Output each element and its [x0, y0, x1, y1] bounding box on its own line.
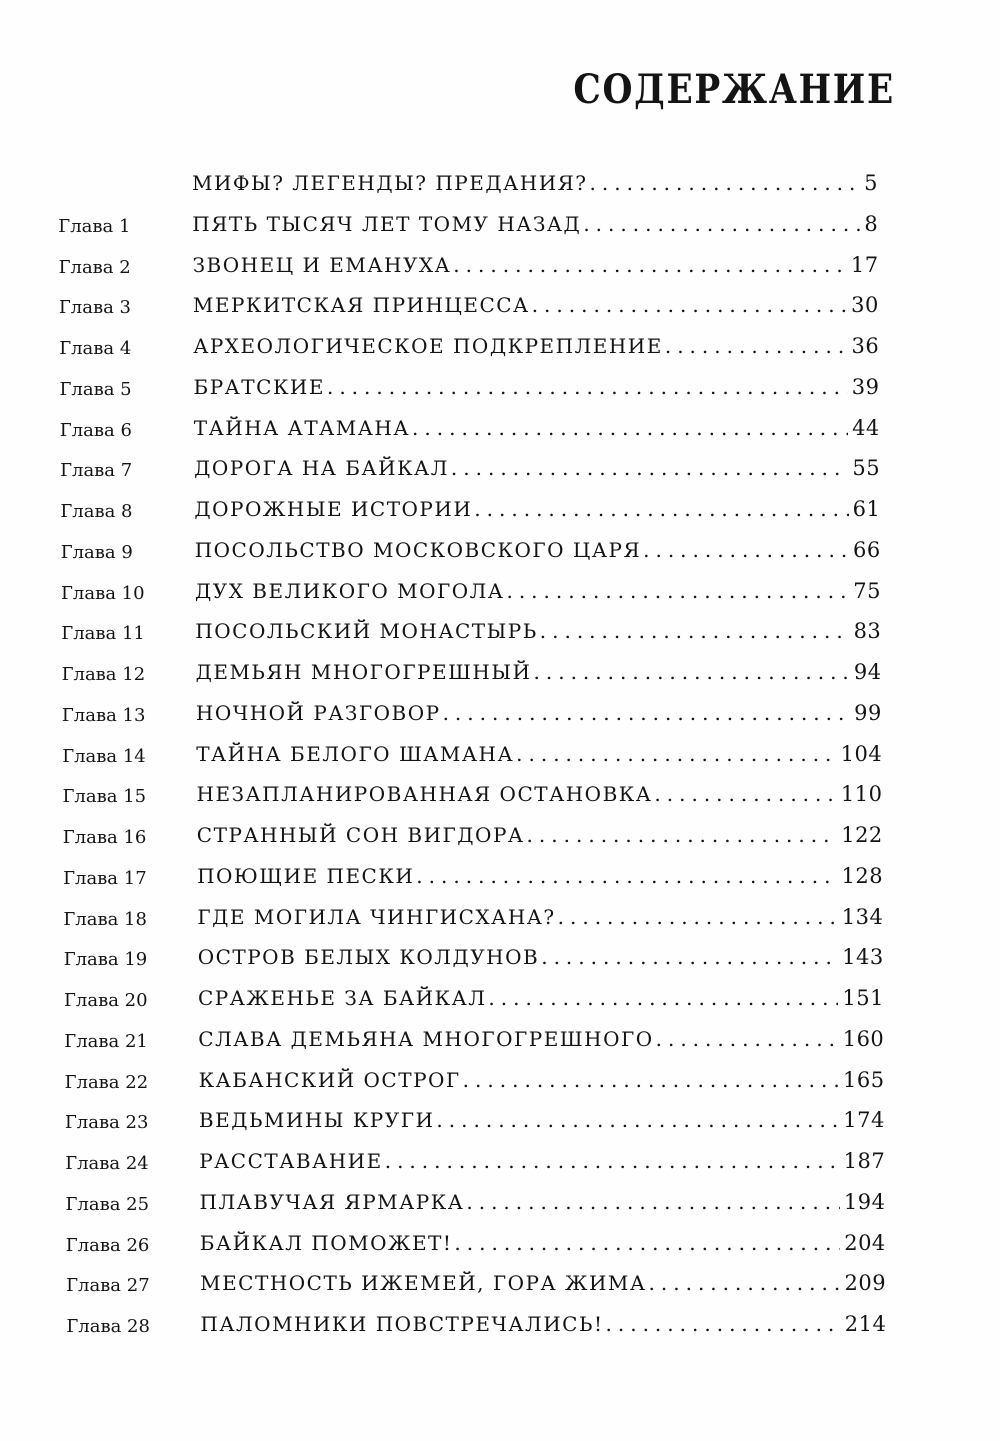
toc-entry-line [198, 1022, 884, 1056]
page-number: 39 [851, 374, 880, 399]
chapter-label: Глава 13 [61, 704, 146, 726]
chapter-label: Глава 23 [64, 1112, 149, 1134]
chapter-label: Глава 7 [60, 460, 133, 482]
chapter-title: ТАЙНА БЕЛОГО ШАМАНА [196, 741, 515, 766]
toc-entry-line [192, 207, 878, 241]
page-number: 55 [852, 456, 881, 481]
dot-leader [649, 1266, 841, 1300]
toc-entry [60, 451, 880, 487]
dot-leader [532, 288, 847, 322]
dot-leader [463, 1063, 839, 1097]
toc-entry-line [192, 166, 878, 200]
toc-entry-line [195, 574, 881, 608]
chapter-label: Глава 20 [64, 990, 148, 1011]
toc-entry [58, 166, 878, 202]
chapter-label: Глава 22 [64, 1071, 149, 1093]
chapter-title: ОСТРОВ БЕЛЫХ КОЛДУНОВ [197, 945, 540, 970]
page-number: 110 [840, 782, 883, 807]
page-number: 134 [841, 904, 884, 929]
toc-entry [60, 492, 880, 528]
chapter-label: Глава 27 [66, 1275, 150, 1297]
chapter-title: ВЕДЬМИНЫ КРУГИ [198, 1108, 435, 1133]
page-number: 44 [852, 415, 880, 440]
toc-entry-line [197, 900, 883, 934]
toc-entry-line [193, 248, 879, 282]
toc-entry-line [193, 329, 879, 363]
toc-entry [66, 1307, 886, 1343]
toc-entry-line [200, 1266, 886, 1300]
dot-leader [466, 1185, 840, 1219]
toc-entry-line [197, 818, 883, 852]
toc-entry [63, 818, 883, 854]
chapter-title: ПЯТЬ ТЫСЯЧ ЛЕТ ТОМУ НАЗАД [192, 211, 582, 236]
chapter-title: БРАТСКИЕ [193, 374, 325, 399]
chapter-label: Глава 28 [66, 1316, 150, 1337]
chapter-label: Глава 6 [59, 419, 132, 441]
chapter-title: РАССТАВАНИЕ [199, 1149, 383, 1173]
dot-leader [654, 777, 837, 811]
page-number: 99 [854, 700, 882, 725]
chapter-label: Глава 14 [62, 745, 146, 767]
toc-entry [59, 248, 879, 284]
chapter-title: БАЙКАЛ ПОМОЖЕТ! [199, 1230, 453, 1255]
chapter-label: Глава 3 [58, 297, 132, 319]
dot-leader [474, 492, 848, 526]
chapter-title: КАБАНСКИЙ ОСТРОГ [198, 1067, 461, 1092]
toc-entry [62, 737, 882, 773]
toc-entry [59, 329, 879, 365]
toc-entry-line [194, 411, 880, 445]
dot-leader [412, 411, 848, 445]
toc-entry [64, 981, 884, 1017]
toc-entry [61, 533, 881, 569]
toc-entry-line [200, 1307, 886, 1341]
page-number: 204 [844, 1230, 886, 1255]
dot-leader [534, 655, 850, 689]
toc-entry-line [196, 696, 882, 730]
toc-entry-line [198, 981, 884, 1015]
page-number: 214 [844, 1312, 887, 1336]
page-number: 94 [853, 660, 882, 684]
chapter-title: ПАЛОМНИКИ ПОВСТРЕЧАЛИСЬ! [200, 1312, 604, 1336]
chapter-label: Глава 11 [61, 623, 145, 645]
dot-leader [583, 207, 860, 241]
dot-leader [436, 1103, 839, 1137]
dot-leader [453, 248, 847, 282]
dot-leader [516, 737, 836, 771]
toc-entry-line [195, 533, 881, 567]
chapter-title: ДУХ ВЕЛИКОГО МОГОЛА [195, 578, 505, 603]
toc-entry [64, 1022, 884, 1058]
chapter-title: ПОСОЛЬСТВО МОСКОВСКОГО ЦАРЯ [194, 537, 642, 562]
dot-leader [527, 818, 838, 852]
dot-leader [656, 1022, 839, 1056]
dot-leader [665, 329, 848, 363]
dot-leader [506, 574, 849, 608]
chapter-label: Глава 21 [64, 1030, 148, 1052]
dot-leader [327, 370, 848, 404]
toc-entry-line [194, 492, 880, 526]
toc-entry-line [200, 1185, 886, 1219]
page-number: 151 [842, 986, 884, 1010]
dot-leader [385, 1144, 840, 1178]
page-number: 209 [844, 1271, 887, 1296]
chapter-label: Глава 2 [58, 256, 131, 278]
toc-entry [60, 411, 880, 447]
page-title: СОДЕРЖАНИЕ [573, 66, 895, 113]
dot-leader [590, 166, 861, 200]
chapter-title: МЕРКИТСКАЯ ПРИНЦЕССА [192, 293, 530, 318]
chapter-label: Глава 17 [63, 867, 147, 889]
chapter-title: СРАЖЕНЬЕ ЗА БАЙКАЛ [198, 986, 487, 1010]
chapter-label: Глава 26 [65, 1234, 150, 1256]
toc-entry [62, 655, 882, 691]
page-number: 83 [853, 619, 882, 644]
toc-entry-line [194, 451, 880, 485]
chapter-title: НОЧНОЙ РАЗГОВОР [195, 700, 441, 725]
page-number: 17 [850, 252, 879, 277]
toc-entry [66, 1185, 886, 1221]
toc-entry [61, 574, 881, 610]
toc-entry-line [193, 288, 879, 322]
page-number: 165 [843, 1067, 885, 1092]
chapter-title: АРХЕОЛОГИЧЕСКОЕ ПОДКРЕПЛЕНИЕ [193, 334, 663, 358]
toc-entry-line [194, 370, 880, 404]
chapter-title: ДОРОЖНЫЕ ИСТОРИИ [194, 497, 473, 521]
page-number: 8 [864, 211, 879, 236]
page-number: 75 [853, 578, 881, 603]
chapter-label: Глава 15 [62, 786, 147, 808]
toc-entry-line [195, 614, 881, 648]
toc-entry-line [197, 777, 883, 811]
toc-entry-line [199, 1063, 885, 1097]
page-number: 104 [840, 741, 883, 766]
toc-entry [59, 288, 879, 324]
page-number: 66 [852, 537, 881, 562]
toc-entry [65, 1063, 885, 1099]
page-number: 174 [843, 1108, 885, 1133]
toc-entry-line [199, 1144, 885, 1178]
toc-entry-line [196, 655, 882, 689]
chapter-label: Глава 24 [65, 1153, 149, 1174]
chapter-label: Глава 5 [59, 378, 132, 400]
page-number: 194 [843, 1189, 886, 1214]
page-number: 143 [842, 945, 884, 970]
page-number: 5 [864, 171, 878, 195]
chapter-title: ДОРОГА НА БАЙКАЛ [194, 456, 449, 481]
chapter-label: Глава 16 [62, 827, 147, 848]
page-number: 187 [843, 1149, 886, 1173]
page-number: 160 [842, 1026, 885, 1051]
chapter-title: МИФЫ? ЛЕГЕНДЫ? ПРЕДАНИЯ? [192, 171, 588, 195]
page-number: 128 [841, 863, 884, 888]
chapter-title: ТАЙНА АТАМАНА [193, 415, 411, 440]
toc-entry [58, 207, 878, 243]
toc-entry [64, 940, 884, 976]
toc-entry [65, 1144, 885, 1180]
chapter-title: ПЛАВУЧАЯ ЯРМАРКА [199, 1189, 465, 1214]
toc-entry [63, 777, 883, 813]
toc-entry-line [200, 1226, 886, 1260]
chapter-label: Глава 10 [61, 582, 145, 604]
toc-entry [63, 900, 883, 936]
page-number: 61 [852, 497, 881, 521]
page-number: 36 [851, 334, 880, 358]
toc-entry [65, 1103, 885, 1139]
toc-entry [63, 859, 883, 895]
toc-entry-line [198, 940, 884, 974]
chapter-label: Глава 9 [60, 541, 133, 563]
chapter-title: МЕСТНОСТЬ ИЖЕМЕЙ, ГОРА ЖИМА [200, 1271, 647, 1296]
chapter-title: СЛАВА ДЕМЬЯНА МНОГОГРЕШНОГО [198, 1026, 654, 1051]
chapter-title: ДЕМЬЯН МНОГОГРЕШНЫЙ [195, 660, 532, 684]
chapter-label: Глава 12 [61, 664, 146, 685]
toc-entry [61, 614, 881, 650]
dot-leader [558, 900, 838, 934]
dot-leader [643, 533, 849, 567]
toc-entry [66, 1226, 886, 1262]
toc-entry-line [199, 1103, 885, 1137]
dot-leader [454, 1226, 840, 1260]
toc-entry-line [197, 859, 883, 893]
toc-entry-line [196, 737, 882, 771]
chapter-label: Глава 25 [65, 1193, 150, 1215]
chapter-title: СТРАННЫЙ СОН ВИГДОРА [196, 823, 525, 847]
chapter-title: ПОЮЩИЕ ПЕСКИ [197, 863, 415, 888]
chapter-label: Глава 18 [63, 908, 147, 930]
chapter-title: ПОСОЛЬСКИЙ МОНАСТЫРЬ [195, 619, 538, 644]
dot-leader [416, 859, 837, 893]
dot-leader [540, 614, 850, 648]
toc-entry [60, 370, 880, 406]
chapter-title: ЗВОНЕЦ И ЕМАНУХА [192, 252, 452, 277]
dot-leader [541, 940, 838, 974]
chapter-title: НЕЗАПЛАНИРОВАННАЯ ОСТАНОВКА [196, 782, 653, 807]
page-number: 30 [851, 293, 879, 318]
dot-leader [451, 451, 848, 485]
toc-entry [62, 696, 882, 732]
toc-entry [66, 1266, 886, 1302]
page-number: 122 [841, 823, 883, 847]
chapter-label: Глава 19 [63, 949, 148, 971]
chapter-label: Глава 4 [59, 338, 132, 359]
chapter-label: Глава 1 [58, 215, 131, 237]
chapter-label: Глава 8 [60, 501, 133, 522]
chapter-title: ГДЕ МОГИЛА ЧИНГИСХАНА? [197, 904, 556, 929]
dot-leader [488, 981, 838, 1015]
dot-leader [606, 1307, 841, 1341]
dot-leader [443, 696, 851, 730]
